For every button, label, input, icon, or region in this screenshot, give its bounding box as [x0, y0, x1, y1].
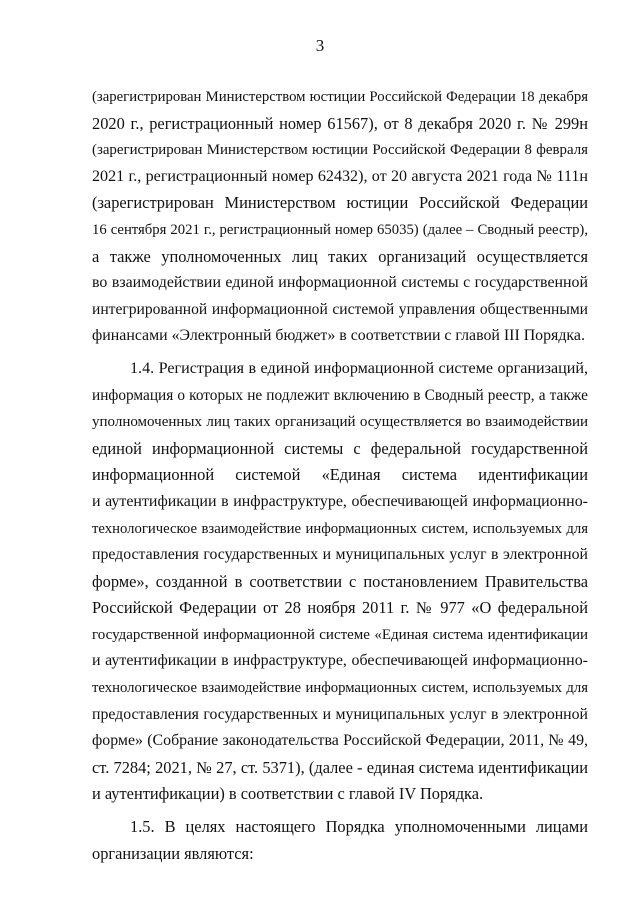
- paragraph-1-5: [92, 814, 588, 867]
- text-line: предоставления государственных и муниципальных услуг в электронной: [92, 546, 588, 564]
- document-text: [92, 84, 588, 867]
- text-line: а также уполномоченных лиц таких организаций осуществляется: [92, 246, 588, 266]
- text-line: технологическое взаимодействие информационных систем, используемых для: [92, 520, 588, 537]
- paragraph-continuation: [92, 84, 588, 350]
- text-line: и аутентификации) в соответствии с главой IV Порядка.: [92, 784, 484, 804]
- text-line: форме», созданной в соответствии с постановлением Правительства: [92, 571, 588, 591]
- text-line: и аутентификации в инфраструктуре, обеспечивающей информационно-: [92, 652, 588, 670]
- text-line: единой информационной системы с федеральной государственной: [92, 438, 588, 458]
- text-line: интегрированной информационной системой управления общественными: [92, 300, 588, 318]
- page-number: 3: [315, 36, 325, 55]
- text-line: 1.4. Регистрация в единой информационной системе организаций,: [130, 359, 588, 377]
- text-line: организации являются:: [92, 843, 254, 863]
- text-line: во взаимодействии единой информационной системы с государственной: [92, 274, 588, 292]
- text-line: ст. 7284; 2021, № 27, ст. 5371), (далее - единая система идентификации: [92, 757, 588, 777]
- text-line: предоставления государственных и муниципальных услуг в электронной: [92, 705, 588, 723]
- text-line: государственной информационной системе «Единая система идентификации: [92, 626, 588, 643]
- text-line: технологическое взаимодействие информационных систем, используемых для: [92, 680, 588, 697]
- text-line: информационной системой «Единая система идентификации: [92, 465, 588, 485]
- text-line: (зарегистрирован Министерством юстиции Российской Федерации 8 февраля: [92, 142, 588, 159]
- text-line: 1.5. В целях настоящего Порядка уполномоченными лицами: [130, 817, 588, 837]
- text-line: уполномоченных лиц таких организаций осуществляется во взаимодействии: [92, 414, 588, 431]
- text-line: Российской Федерации от 28 ноября 2011 г. № 977 «О федеральной: [92, 598, 588, 618]
- text-line: форме» (Собрание законодательства Российской Федерации, 2011, № 49,: [92, 732, 588, 750]
- text-line: 2020 г., регистрационный номер 61567), от 8 декабря 2020 г. № 299н: [92, 113, 588, 133]
- paragraph-1-4: [92, 356, 588, 808]
- text-line: информация о которых не подлежит включению в Сводный реестр, а также: [92, 386, 588, 404]
- text-line: (зарегистрирован Министерством юстиции Российской Федерации 18 декабря: [92, 89, 588, 105]
- text-line: (зарегистрирован Министерством юстиции Российской Федерации: [92, 193, 588, 213]
- text-line: и аутентификации в инфраструктуре, обеспечивающей информационно-: [92, 492, 588, 510]
- text-line: финансами «Электронный бюджет» в соответствии с главой III Порядка.: [92, 327, 585, 345]
- text-line: 16 сентября 2021 г., регистрационный номер 65035) (далее – Сводный реестр),: [92, 221, 588, 238]
- text-line: 2021 г., регистрационный номер 62432), от 20 августа 2021 года № 111н: [92, 167, 588, 185]
